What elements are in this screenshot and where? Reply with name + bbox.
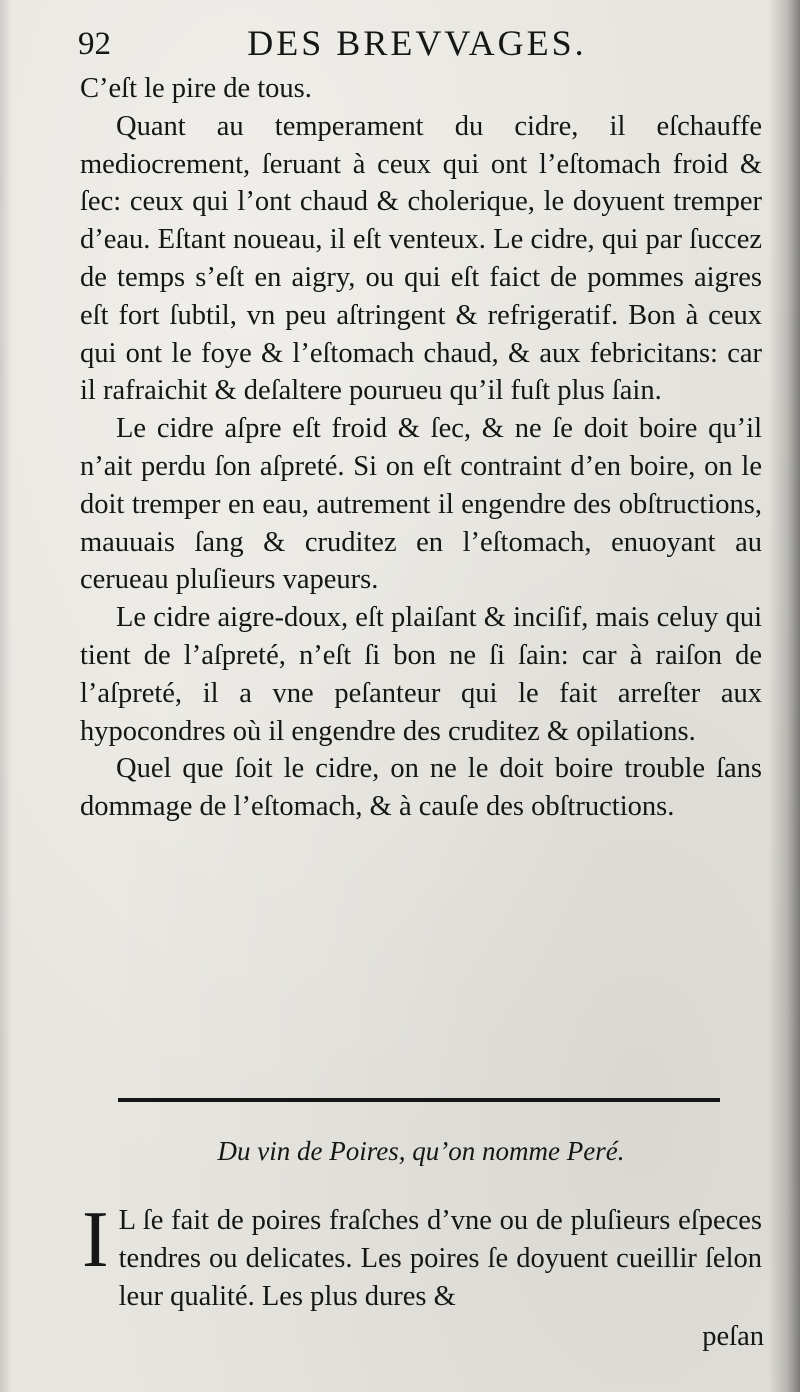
running-title: DES BREVVAGES.: [247, 23, 587, 63]
paragraph: Le cidre aigre-doux, eſt plaiſant & inciſif, mais celuy qui tient de l’aſpreté, n’eſt ſi bon ne ſi ſain: car à raiſon de l’aſpreté, il a vne peſanteur qui le fait arreſter aux hypocondres où il engendre des cruditez & opilations.: [80, 602, 762, 747]
section-paragraph: L ſe fait de poires fraſches d’vne ou de pluſieurs eſpeces tendres ou delicates. Les poires ſe doyuent cueillir ſelon leur qualité. Les plus dures &: [118, 1205, 762, 1312]
paragraph: Le cidre aſpre eſt froid & ſec, & ne ſe doit boire qu’il n’ait perdu ſon aſpreté. Si on eſt contraint d’en boire, on le doit tremper en eau, autrement il engendre des obſtructions, mauuais ſang & cruditez en l’eſtomach, enuoyant au cerueau pluſieurs vapeurs.: [80, 413, 762, 596]
paragraph-continuation: C’eſt le pire de tous.: [80, 73, 312, 104]
main-text: [80, 70, 762, 826]
running-head: [72, 22, 762, 68]
paragraph: Quant au temperament du cidre, il eſchauffe mediocrement, ſeruant à ceux qui ont l’eſtomach froid & ſec: ceux qui l’ont chaud & cholerique, le doyuent tremper d’eau. Eſtant noueau, il eſt venteux. Le cidre, qui par ſuccez de temps s’eſt en aigry, ou qui eſt faict de pommes aigres eſt fort ſubtil, vn peu aſtringent & refrigeratif. Bon à ceux qui ont le foye & l’eſtomach chaud, & aux febricitans: car il rafraichit & deſaltere pourueu qu’il fuſt plus ſain.: [80, 110, 762, 407]
paragraph: Quel que ſoit le cidre, on ne le doit boire trouble ſans dommage de l’eſtomach, & à cauſe des obſtructions.: [80, 753, 762, 823]
drop-cap: I: [82, 1196, 109, 1284]
section-heading: Du vin de Poires, qu’on nomme Peré.: [217, 1136, 625, 1166]
page-number: 92: [78, 26, 111, 62]
section-divider: [118, 1098, 720, 1102]
section-body: [82, 1196, 762, 1315]
catchword: peſan: [702, 1321, 764, 1352]
